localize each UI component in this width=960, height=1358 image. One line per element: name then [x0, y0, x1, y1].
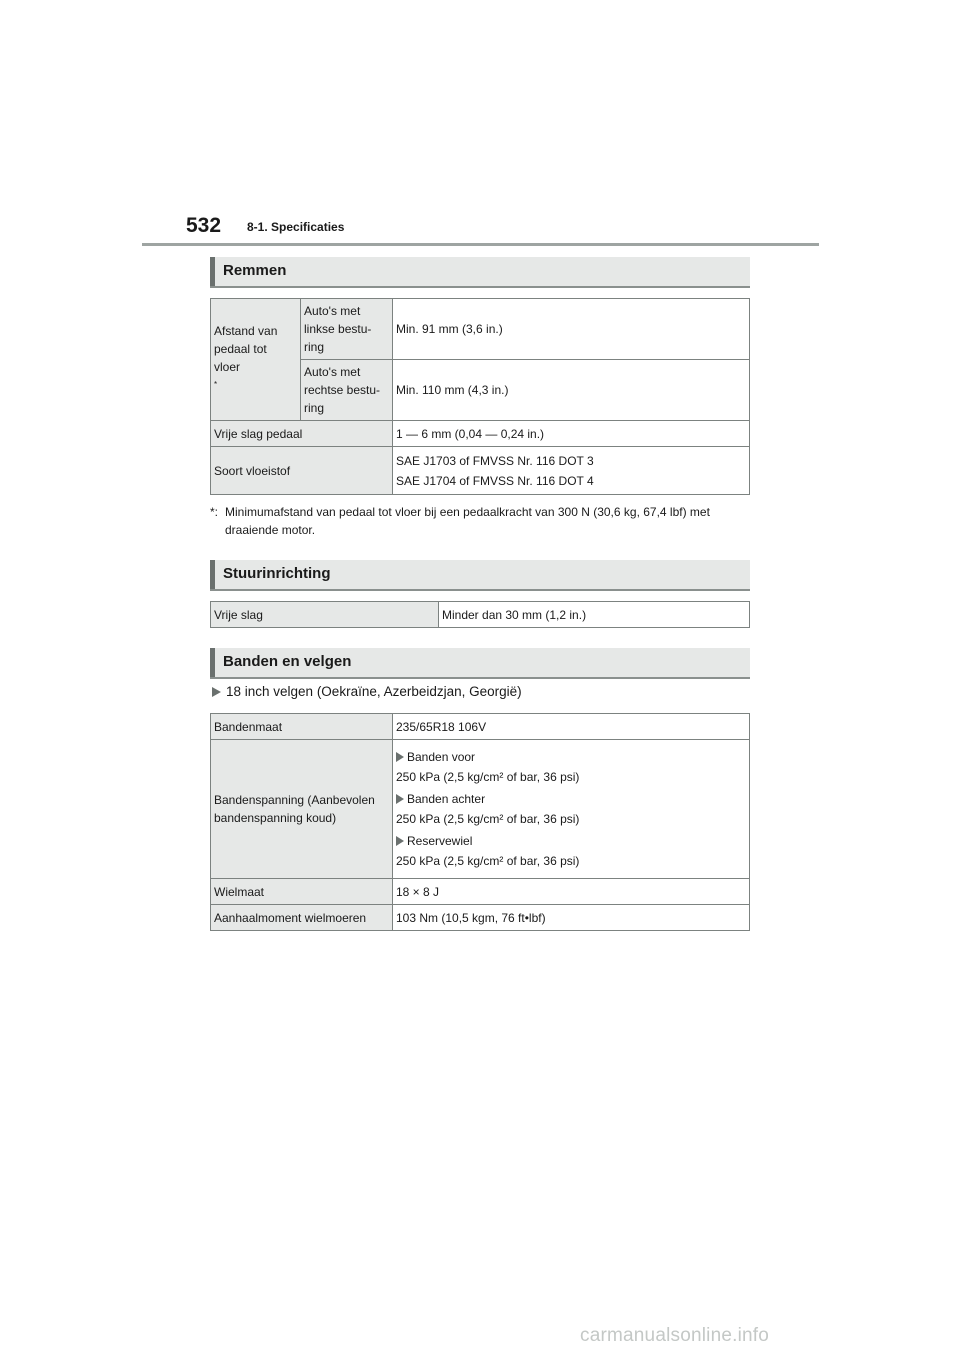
table-row [211, 714, 750, 740]
tire-size-value: 235/65R18 106V [393, 714, 750, 740]
triangle-bullet-icon [396, 794, 404, 804]
lhd-value: Min. 91 mm (3,6 in.) [393, 299, 750, 360]
section-title: Remmen [223, 262, 287, 279]
section-heading-brakes [210, 257, 750, 288]
torque-value: 103 Nm (10,5 kgm, 76 ft•lbf) [393, 905, 750, 931]
table-row [211, 602, 750, 628]
watermark: carmanualsonline.info [580, 1325, 770, 1346]
rhd-value: Min. 110 mm (4,3 in.) [393, 360, 750, 421]
section-title: Stuurinrichting [223, 565, 331, 582]
section-heading-steering [210, 560, 750, 591]
rear-tire-label: Banden achter [396, 790, 746, 808]
footnote [210, 503, 755, 539]
fluid-value: SAE J1703 of FMVSS Nr. 116 DOT 3 SAE J1704 of FMVSS Nr. 116 DOT 4 [393, 447, 750, 495]
table-row [211, 447, 750, 495]
front-tire-label: Banden voor [396, 748, 746, 766]
section-title: Banden en velgen [223, 653, 352, 670]
wheel-variant-heading: 18 inch velgen (Oekraïne, Azerbeidzjan, Georgië) [212, 684, 522, 699]
tire-size-label: Bandenmaat [211, 714, 393, 740]
table-row [211, 421, 750, 447]
tire-pressure-values [393, 740, 750, 879]
free-play-value: 1 — 6 mm (0,04 — 0,24 in.) [393, 421, 750, 447]
steering-table [210, 601, 750, 628]
tires-table [210, 713, 750, 931]
steering-free-play-label: Vrije slag [211, 602, 439, 628]
spare-tire-label: Reservewiel [396, 832, 746, 850]
footnote-text: Minimumafstand van pedaal tot vloer bij een pedaalkracht van 300 N (30,6 kg, 67,4 lbf) met draaiende motor. [225, 505, 710, 537]
fluid-label: Soort vloeistof [211, 447, 393, 495]
table-row [211, 905, 750, 931]
table-row [211, 299, 750, 360]
rhd-label: Auto's met rechtse bestu-ring [301, 360, 393, 421]
steering-free-play-value: Minder dan 30 mm (1,2 in.) [439, 602, 750, 628]
free-play-label: Vrije slag pedaal [211, 421, 393, 447]
header-rule [142, 243, 819, 246]
lhd-label: Auto's met linkse bestu-ring [301, 299, 393, 360]
wheel-size-value: 18 × 8 J [393, 879, 750, 905]
footnote-mark: *: [210, 505, 219, 519]
table-row [211, 740, 750, 879]
triangle-bullet-icon [396, 836, 404, 846]
front-tire-value: 250 kPa (2,5 kg/cm² of bar, 36 psi) [396, 770, 580, 784]
table-row [211, 879, 750, 905]
tire-pressure-label: Bandenspanning (Aanbevolen bandenspanning koud) [211, 740, 393, 879]
brakes-table [210, 298, 750, 495]
chapter-title: 8-1. Specificaties [247, 220, 345, 234]
section-heading-tires [210, 648, 750, 679]
pedal-distance-label: Afstand van pedaal tot vloer * [211, 299, 301, 421]
page-number: 532 [186, 214, 222, 237]
spare-tire-value: 250 kPa (2,5 kg/cm² of bar, 36 psi) [396, 854, 580, 868]
triangle-bullet-icon [396, 752, 404, 762]
torque-label: Aanhaalmoment wielmoeren [211, 905, 393, 931]
rear-tire-value: 250 kPa (2,5 kg/cm² of bar, 36 psi) [396, 812, 580, 826]
wheel-size-label: Wielmaat [211, 879, 393, 905]
triangle-bullet-icon [212, 687, 221, 697]
